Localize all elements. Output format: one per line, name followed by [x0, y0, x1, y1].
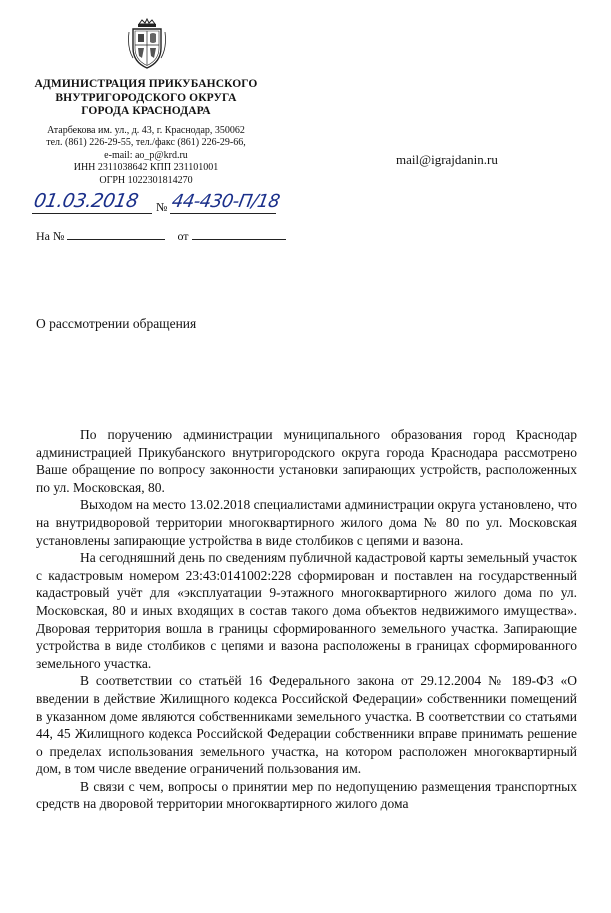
org-line: АДМИНИСТРАЦИЯ ПРИКУБАНСКОГО — [34, 78, 258, 90]
organization-contacts — [30, 125, 262, 187]
organization-name — [30, 78, 262, 119]
email-line: e-mail: ao_p@krd.ru — [104, 149, 188, 161]
letter-subject: О рассмотрении обращения — [36, 316, 197, 331]
body-paragraph: Выходом на место 13.02.2018 специалистами администрации округа установлено, что на внутридворовой территории многоквартирного жилого дома № 80 по ул. Московская установлены запирающие устройства в виде столбиков с цепями и вазона. — [36, 497, 577, 548]
number-sign: № — [156, 200, 168, 214]
body-paragraph: В соответствии со статьёй 16 Федерального закона от 29.12.2004 № 189-ФЗ «О введении в действие Жилищного кодекса Российской Федерации» собственники помещений в указанном доме являются собственниками земельного участка. В соответствии со статьями 44, 45 Жилищного кодекса Российской Федерации собственники вправе принимать решение о пределах использования земельного участка, на котором расположен многоквартирный дом, в том числе введение ограничений пользования им. — [36, 673, 577, 777]
phone-line: тел. (861) 226-29-55, тел./факс (861) 226-29-66, — [46, 137, 246, 149]
outgoing-number: 44-430-П/18 — [170, 191, 282, 212]
outgoing-date: 01.03.2018 — [32, 190, 140, 212]
reference-date-blank — [192, 229, 286, 240]
org-line: ВНУТРИГОРОДСКОГО ОКРУГА — [55, 91, 237, 104]
inn-line: ИНН 2311038642 КПП 231101001 — [73, 162, 219, 174]
body-paragraph: По поручению администрации муниципального образования город Краснодар администрацией Прикубанского внутригородского округа города Краснодара рассмотрено Ваше обращение по вопросу законности установки запирающих устройств, расположенных по ул. Московская, 80. — [36, 427, 577, 495]
ogrn-line: ОГРН 1022301814270 — [99, 174, 193, 186]
reference-prefix: На № — [36, 229, 65, 243]
address-line: Атарбекова им. ул., д. 43, г. Краснодар, 350062 — [47, 125, 245, 136]
recipient-email: mail@igrajdanin.ru — [396, 152, 498, 167]
number-underline — [170, 213, 276, 214]
letter-body — [36, 426, 577, 813]
body-paragraph: На сегодняшний день по сведениям публичной кадастровой карты земельный участок с кадастровым номером 23:43:0141002:228 сформирован и поставлен на государственный кадастровый учёт для «эксплуатации 9-этажного многоквартирного жилого дома по ул. Московская, 80 и иных входящих в состав такого дома объектов недвижимого имущества». Дворовая территория вошла в границы сформированного земельного участка. Запирающие устройства в виде столбиков с цепями и вазона расположены в границах сформированного земельного участка. — [36, 550, 577, 671]
org-line: ГОРОДА КРАСНОДАРА — [81, 105, 211, 117]
coat-of-arms-icon — [125, 18, 169, 70]
reference-number-blank — [67, 229, 165, 240]
reference-line — [36, 229, 286, 244]
body-paragraph: В связи с чем, вопросы о принятии мер по недопущению размещения транспортных средств на дворовой территории многоквартирного жилого дома — [36, 778, 577, 812]
reference-from-label: от — [177, 229, 189, 243]
date-underline — [32, 213, 152, 214]
